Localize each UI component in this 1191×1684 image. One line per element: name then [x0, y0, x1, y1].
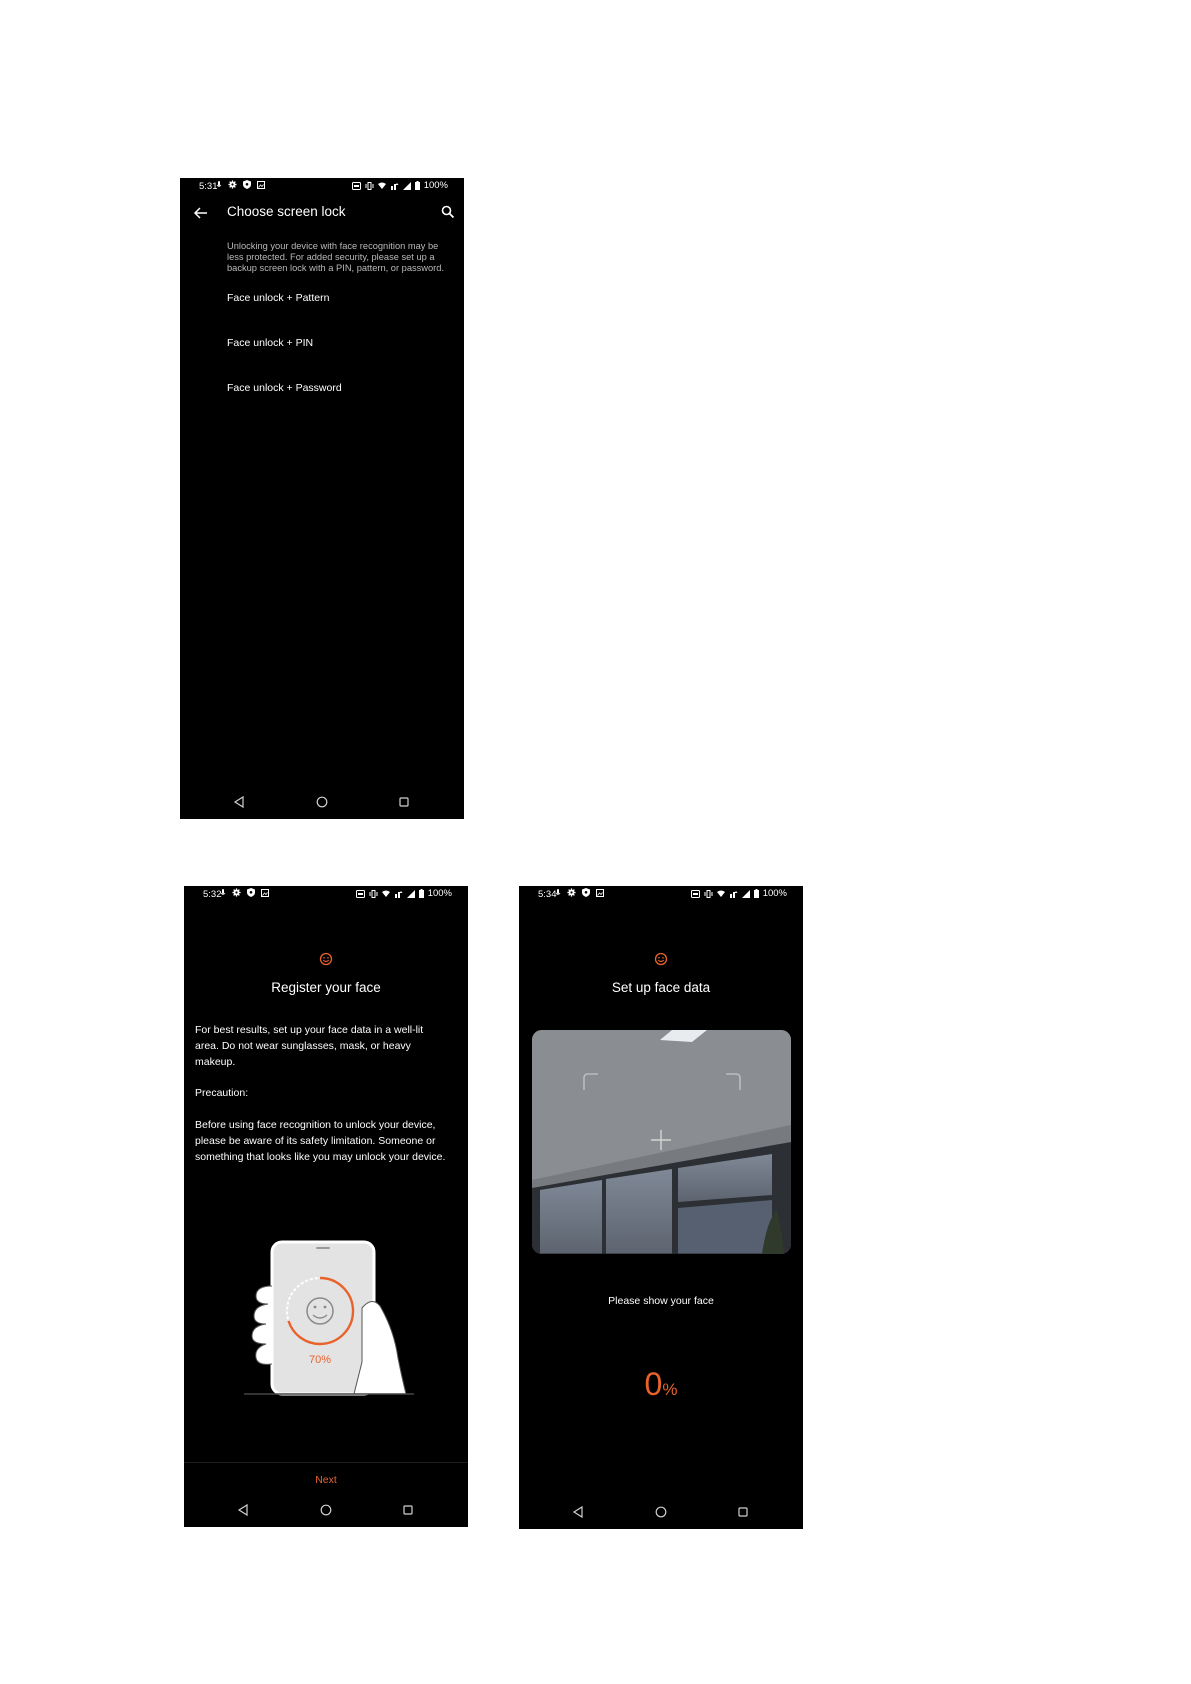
status-time: 5:31: [199, 181, 218, 192]
image-icon: [257, 181, 265, 189]
nav-back-icon[interactable]: [236, 1503, 250, 1517]
precaution-label: Precaution:: [195, 1087, 249, 1099]
divider: [184, 1462, 468, 1463]
status-bar: [180, 178, 464, 196]
battery-percent: 100%: [423, 180, 448, 191]
hand-holding-phone-illustration: [244, 1238, 414, 1398]
instruction-text: Please show your face: [608, 1295, 714, 1307]
signal-icon: [407, 890, 415, 898]
progress-percent: [519, 1366, 803, 1403]
image-icon: [261, 889, 269, 897]
nfc-icon: [691, 890, 700, 898]
wifi-calling-icon: [717, 890, 725, 898]
progress-value: 0: [644, 1366, 663, 1402]
data-icon: [729, 890, 738, 898]
gear-icon: [232, 888, 241, 897]
status-time: 5:32: [203, 889, 222, 900]
navigation-bar: [184, 1497, 468, 1527]
page-title: Choose screen lock: [227, 204, 346, 219]
nav-recents-icon[interactable]: [736, 1505, 750, 1519]
mic-icon: [555, 889, 561, 897]
face-icon: [519, 952, 803, 971]
mic-icon: [216, 181, 222, 189]
search-icon[interactable]: [440, 204, 456, 220]
data-icon: [390, 182, 399, 190]
nfc-icon: [356, 890, 365, 898]
nav-recents-icon[interactable]: [397, 795, 411, 809]
battery-percent: 100%: [762, 888, 787, 899]
nav-home-icon[interactable]: [654, 1505, 668, 1519]
wifi-calling-icon: [382, 890, 390, 898]
option-face-unlock-pattern[interactable]: Face unlock + Pattern: [227, 292, 330, 304]
battery-percent: 100%: [427, 888, 452, 899]
gear-icon: [567, 888, 576, 897]
vibrate-icon: [365, 182, 374, 190]
next-button[interactable]: Next: [315, 1474, 337, 1486]
nav-home-icon[interactable]: [315, 795, 329, 809]
page-title: Register your face: [271, 980, 381, 995]
navigation-bar: [519, 1499, 803, 1529]
progress-symbol: %: [662, 1380, 678, 1399]
camera-preview: [532, 1030, 791, 1254]
navigation-bar: [180, 789, 464, 819]
nav-back-icon[interactable]: [571, 1505, 585, 1519]
vibrate-icon: [704, 890, 713, 898]
status-bar: [519, 886, 803, 904]
signal-icon: [742, 890, 750, 898]
status-time: 5:34: [538, 889, 557, 900]
nav-home-icon[interactable]: [319, 1503, 333, 1517]
phone-screen-choose-screen-lock: [180, 178, 464, 819]
page-title: Set up face data: [611, 980, 711, 995]
nav-recents-icon[interactable]: [401, 1503, 415, 1517]
nav-back-icon[interactable]: [232, 795, 246, 809]
progress-percent: 70%: [308, 1354, 332, 1366]
option-face-unlock-pin[interactable]: Face unlock + PIN: [227, 337, 314, 349]
phone-screen-register-face: [184, 886, 468, 1527]
image-icon: [596, 889, 604, 897]
phone-screen-set-up-face-data: [519, 886, 803, 1529]
intro-text: For best results, set up your face data in a well-lit area. Do not wear sunglasses, mask, or heavy makeup.: [195, 1024, 424, 1068]
shield-icon: [243, 180, 251, 189]
vibrate-icon: [369, 890, 378, 898]
precaution-text: Before using face recognition to unlock your device, please be aware of its safety limitation. Someone or something that looks like you may unlock your device.: [195, 1119, 446, 1163]
data-icon: [394, 890, 403, 898]
option-face-unlock-password[interactable]: Face unlock + Password: [227, 382, 342, 394]
battery-icon: [754, 889, 759, 898]
battery-icon: [415, 181, 420, 190]
signal-icon: [403, 182, 411, 190]
gear-icon: [228, 180, 237, 189]
mic-icon: [220, 889, 226, 897]
wifi-calling-icon: [378, 182, 386, 190]
nfc-icon: [352, 182, 361, 190]
shield-icon: [582, 888, 590, 897]
security-warning-text: Unlocking your device with face recognition may be less protected. For added security, please set up a backup screen lock with a PIN, pattern, or password.: [227, 241, 445, 273]
arrow-left-icon[interactable]: [192, 204, 210, 222]
battery-icon: [419, 889, 424, 898]
face-icon: [184, 952, 468, 971]
shield-icon: [247, 888, 255, 897]
status-bar: [184, 886, 468, 904]
